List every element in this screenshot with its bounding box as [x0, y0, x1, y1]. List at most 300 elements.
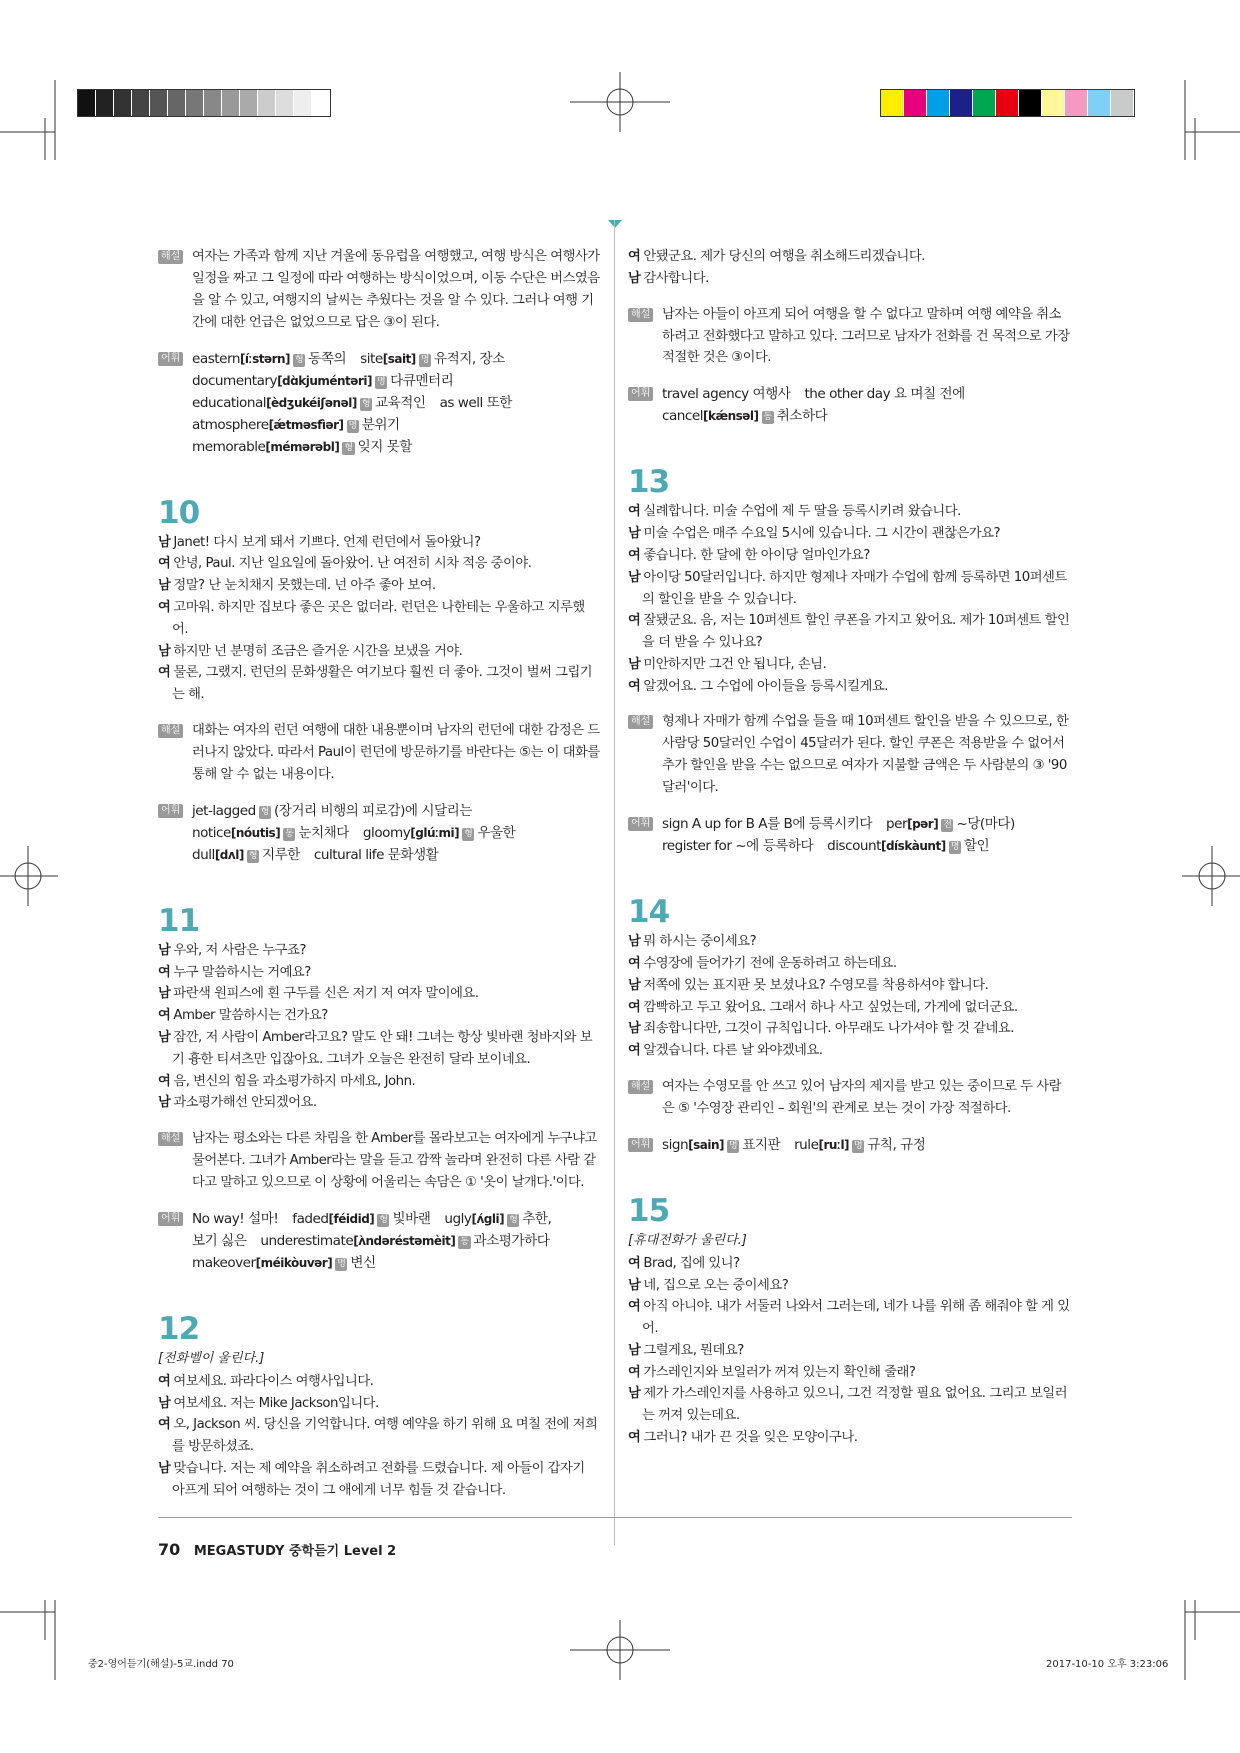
vocab-row [192, 370, 600, 392]
vocab-word: educational [192, 394, 267, 411]
speaker-label: 여 [628, 547, 641, 563]
color-swatch [1019, 90, 1042, 116]
right-column [628, 246, 1072, 1449]
part-of-speech-badge: 형 [379, 1214, 388, 1225]
speaker-label: 남 [158, 643, 171, 659]
book-title: MEGASTUDY 중학듣기 Level 2 [193, 1544, 397, 1559]
dialogue-text: 여보세요. 저는 Mike Jackson입니다. [173, 1395, 379, 1411]
vocab-meaning: 다큐멘터리 [390, 372, 454, 389]
dialogue-text: 뭐 하시는 중이세요? [643, 934, 757, 950]
vocab-word: register for [662, 838, 732, 855]
speaker-label: 여 [628, 1430, 641, 1446]
dialogue-line [628, 1018, 1072, 1040]
explanation-block [628, 711, 1072, 799]
vocab-row [662, 383, 1072, 405]
vocab-word: gloomy [362, 824, 411, 841]
part-of-speech-badge: 명 [376, 376, 386, 387]
dialogue-text: 죄송합니다만, 그것이 규칙입니다. 아무래도 나가셔야 할 것 같네요. [643, 1021, 1014, 1037]
color-swatch [114, 90, 132, 116]
speaker-label: 여 [158, 600, 171, 616]
speaker-label: 남 [628, 1277, 641, 1293]
part-of-speech-badge: 형 [295, 354, 304, 365]
vocab-word: as well [439, 394, 483, 411]
color-swatch [276, 90, 294, 116]
vocab-pronunciation: [féidid] [328, 1211, 375, 1226]
explanation-block [628, 304, 1072, 370]
vocab-meaning: 과소평가하다 [473, 1232, 550, 1249]
vocab-word: faded [292, 1210, 329, 1227]
part-of-speech-badge: 명 [854, 1140, 863, 1151]
color-swatch [950, 90, 973, 116]
dialogue-text: 파란색 원피스에 흰 구두를 신은 저기 저 여자 말이에요. [173, 986, 479, 1002]
dialogue-line [628, 997, 1072, 1019]
vocab-block [628, 813, 1072, 857]
vocab-block [158, 1208, 600, 1274]
color-swatch [258, 90, 276, 116]
dialogue-line [628, 1383, 1072, 1427]
vocab-word: discount [827, 838, 881, 855]
vocab-meaning: 잊지 못할 [357, 438, 412, 455]
speaker-label: 여 [628, 678, 641, 694]
speaker-label: 남 [628, 656, 641, 672]
dialogue [628, 246, 1072, 290]
vocab-pronunciation: [nóutis] [230, 825, 281, 840]
eohwi-tag: 어휘 [158, 804, 183, 818]
dialogue [158, 532, 600, 706]
vocab-meaning: 교육적인 [375, 394, 426, 411]
color-swatch [881, 90, 904, 116]
vocab-meaning: 설마! [248, 1210, 279, 1227]
dialogue-line [158, 1371, 600, 1393]
vocab-word: No way! [192, 1210, 245, 1227]
vocab-pronunciation: [dʌl] [214, 847, 244, 862]
vocab-block [158, 348, 600, 458]
footer-rule [158, 1517, 1072, 1518]
vocab-pronunciation: [ʌ́gli] [471, 1211, 505, 1226]
speaker-label: 남 [158, 1095, 171, 1111]
speaker-label: 남 [158, 942, 171, 958]
speaker-label: 여 [628, 955, 641, 971]
vocab-block [628, 383, 1072, 427]
dialogue-line [158, 1092, 600, 1114]
speaker-label: 남 [628, 569, 641, 585]
color-swatch [312, 90, 330, 116]
dialogue-text: 과소평가해선 안되겠어요. [173, 1095, 317, 1111]
dialogue-line [628, 610, 1072, 654]
vocab-meaning: 추한, [522, 1210, 552, 1227]
slug-date: 2017-10-10 오후 3:23:06 [1046, 1659, 1169, 1670]
color-swatch [1042, 90, 1065, 116]
question-number: 11 [158, 902, 200, 939]
vocab-row [662, 813, 1072, 835]
part-of-speech-badge: 형 [361, 398, 371, 409]
dialogue-line [628, 1040, 1072, 1062]
dialogue-line [158, 532, 600, 554]
dialogue-text: 하지만 넌 분명히 조금은 즐거운 시간을 보냈을 거야. [173, 643, 463, 659]
speaker-label: 남 [158, 986, 171, 1002]
vocab-block [158, 800, 600, 866]
vocab-word: travel agency [662, 386, 749, 403]
vocab-word: jet-lagged [192, 802, 256, 819]
vocab-meaning: 여행사 [752, 386, 791, 403]
dialogue-text: 실례합니다. 미술 수업에 제 두 딸을 등록시키려 왔습니다. [643, 504, 961, 520]
dialogue-line [628, 953, 1072, 975]
vocab-word: underestimate [260, 1232, 354, 1249]
dialogue-line [628, 1340, 1072, 1362]
dialogue-line [628, 931, 1072, 953]
dialogue-text: 맞습니다. 저는 제 예약을 취소하려고 전화를 드렸습니다. 제 아들이 갑자기 아프게 되어 여행하는 것이 그 애에게 너무 힘들 것 같습니다. [172, 1461, 585, 1498]
dialogue-text: 오, Jackson 씨. 당신을 기억합니다. 여행 예약을 하기 위해 요 며칠 전에 저희를 방문하셨죠. [172, 1417, 598, 1455]
dialogue-line [158, 553, 600, 575]
dialogue-text: 잠깐, 저 사람이 Amber라고요? 말도 안 돼! 그녀는 항상 빛바랜 청바지와 보기 흉한 티셔츠만 입잖아요. 그녀가 오늘은 완전히 달라 보이네요. [172, 1029, 593, 1067]
speaker-label: 남 [158, 1395, 171, 1411]
speaker-label: 여 [628, 999, 641, 1015]
part-of-speech-badge: 형 [344, 442, 353, 453]
vocab-meaning: (장거리 비행의 피로감)에 시달리는 [273, 802, 472, 819]
question-number: 10 [158, 494, 200, 531]
explanation-text: 여자는 수영모를 안 쓰고 있어 남자의 제지를 받고 있는 중이므로 두 사람은 ⑤ '수영장 관리인 – 회원'의 관계로 보는 것이 가장 적절하다. [662, 1078, 1061, 1116]
dialogue-line [158, 1027, 600, 1071]
vocab-meaning: 변신 [350, 1254, 376, 1271]
dialogue-text: 좋습니다. 한 달에 한 아이당 얼마인가요? [643, 547, 870, 563]
speaker-label: 남 [628, 1386, 641, 1402]
speaker-label: 여 [628, 249, 641, 264]
vocab-word: rule [794, 1136, 819, 1153]
scene-direction: [휴대전화가 울린다.] [628, 1232, 747, 1248]
dialogue-text: 우와, 저 사람은 누구죠? [173, 942, 306, 958]
dialogue [628, 1253, 1072, 1449]
dialogue-text: 안녕, Paul. 지난 일요일에 돌아왔어. 난 여전히 시차 적응 중이야. [173, 556, 532, 572]
dialogue-line [158, 962, 600, 984]
vocab-meaning: 눈치채다 [298, 824, 349, 841]
dialogue-line [158, 1005, 600, 1027]
part-of-speech-badge: 형 [248, 850, 258, 861]
dialogue-line [158, 1414, 600, 1458]
speaker-label: 남 [158, 534, 171, 550]
dialogue-text: 정말? 난 눈치채지 못했는데. 넌 아주 좋아 보여. [173, 578, 436, 594]
dialogue-line [628, 654, 1072, 676]
vocab-meaning: ~에 등록하다 [735, 838, 814, 855]
question-number: 14 [628, 894, 670, 931]
vocab-meaning: 보기 싫은 [192, 1232, 247, 1249]
part-of-speech-badge: 형 [464, 828, 473, 839]
vocab-word: ugly [444, 1210, 472, 1227]
vocab-meaning: 빛바랜 [392, 1210, 431, 1227]
dialogue-line [628, 1427, 1072, 1449]
page-footer [158, 1540, 396, 1559]
color-swatch [150, 90, 168, 116]
eohwi-tag: 어휘 [158, 1212, 183, 1226]
haesul-tag: 해설 [158, 724, 183, 738]
grayscale-bar [77, 89, 331, 117]
dialogue-text: 아직 아니야. 내가 서둘러 나와서 그러는데, 네가 나를 위해 좀 해줘야 할 게 있어. [642, 1299, 1070, 1337]
dialogue-text: 알겠어요. 그 수업에 아이들을 등록시킬게요. [643, 678, 888, 694]
vocab-word: per [885, 816, 908, 833]
dialogue-line [158, 983, 600, 1005]
vocab-pronunciation: [glúːmi] [410, 825, 460, 840]
color-swatch [996, 90, 1019, 116]
dialogue-text: 감사합니다. [643, 270, 709, 286]
speaker-label: 여 [158, 665, 171, 681]
color-swatch [1111, 90, 1134, 116]
vocab-meaning: 우울한 [477, 824, 516, 841]
color-swatch [132, 90, 150, 116]
vocab-meaning: ~당(마다) [956, 816, 1015, 833]
part-of-speech-badge: 동 [763, 412, 772, 423]
vocab-meaning: 또한 [486, 394, 512, 411]
dialogue-text: 고마워. 하지만 집보다 좋은 곳은 없더라. 런던은 나한테는 우울하고 지루했어. [172, 600, 585, 637]
dialogue-line [628, 567, 1072, 611]
dialogue-line [628, 1362, 1072, 1384]
vocab-word: eastern [192, 350, 240, 367]
dialogue-text: 여보세요. 파라다이스 여행사입니다. [173, 1373, 374, 1389]
speaker-label: 남 [628, 526, 641, 542]
color-bar [880, 89, 1135, 117]
speaker-label: 여 [628, 1043, 641, 1059]
vocab-row [192, 414, 600, 436]
part-of-speech-badge: 동 [285, 828, 294, 839]
dialogue-text: 안됐군요. 제가 당신의 여행을 취소해드리겠습니다. [643, 249, 925, 264]
vocab-pronunciation: [ruːl] [818, 1137, 850, 1152]
explanation-text: 대화는 여자의 런던 여행에 대한 내용뿐이며 남자의 런던에 대한 감정은 드러나지 않았다. 따라서 Paul이 런던에 방문하기를 바란다는 ⑤는 이 대화를 통해 알 수 없는 내용이다. [192, 723, 600, 782]
dialogue-line [158, 940, 600, 962]
color-swatch [78, 90, 96, 116]
vocab-word: cultural life [313, 846, 384, 863]
dialogue-text: 누구 말씀하시는 거예요? [173, 964, 311, 980]
slug-file: 중2-영어듣기(해설)-5교.indd 70 [88, 1659, 234, 1670]
dialogue-text: 깜빡하고 두고 왔어요. 그래서 하나 사고 싶었는데, 가게에 없더군요. [643, 999, 1018, 1015]
explanation-block [158, 1128, 600, 1194]
speaker-label: 남 [628, 270, 641, 286]
speaker-label: 여 [158, 1008, 171, 1024]
dialogue-line [158, 1071, 600, 1093]
dialogue-text: 미술 수업은 매주 수요일 5시에 있습니다. 그 시간이 괜찮은가요? [643, 526, 1001, 542]
dialogue [158, 1371, 600, 1502]
dialogue-line [158, 575, 600, 597]
vocab-row [192, 844, 600, 866]
speaker-label: 여 [628, 504, 641, 520]
dialogue-text: 잘됐군요. 음, 저는 10퍼센트 할인 쿠폰을 가지고 왔어요. 제가 10퍼센트 할인을 더 받을 수 있나요? [642, 613, 1070, 651]
vocab-row [192, 800, 600, 822]
dialogue-text: 물론, 그랬지. 런던의 문화생활은 여기보다 훨씬 더 좋아. 그것이 벌써 그립기는 해. [172, 665, 593, 703]
haesul-tag: 해설 [628, 715, 653, 729]
dialogue-line [628, 975, 1072, 997]
part-of-speech-badge: 형 [260, 806, 269, 817]
vocab-row [192, 1230, 600, 1252]
scene-direction: [전화벨이 울린다.] [158, 1350, 265, 1366]
part-of-speech-badge: 명 [950, 842, 959, 853]
vocab-pronunciation: [dɑ̀kjuméntəri] [277, 373, 372, 388]
explanation-block [158, 246, 600, 334]
vocab-row [192, 822, 600, 844]
vocab-row [192, 436, 600, 458]
vocab-row [662, 1134, 1072, 1156]
speaker-label: 남 [158, 1461, 171, 1476]
speaker-label: 남 [628, 1342, 641, 1358]
vocab-pronunciation: [sait] [382, 351, 416, 366]
dialogue-line [628, 1296, 1072, 1340]
dialogue-line [628, 268, 1072, 290]
dialogue-text: 수영장에 들어가기 전에 운동하려고 하는데요. [643, 955, 897, 971]
vocab-pronunciation: [dískàunt] [880, 839, 946, 854]
dialogue-line [628, 1253, 1072, 1275]
speaker-label: 여 [158, 1417, 171, 1433]
vocab-row [662, 405, 1072, 427]
dialogue-text: 그러니? 내가 끈 것을 잊은 모양이구나. [643, 1430, 858, 1446]
color-swatch [222, 90, 240, 116]
speaker-label: 여 [158, 1073, 171, 1089]
vocab-word: sign [662, 1136, 689, 1153]
dialogue [158, 940, 600, 1114]
vocab-word: sign A up for B [662, 816, 755, 833]
vocab-pronunciation: [méikòuvər] [255, 1255, 333, 1270]
vocab-meaning: 취소하다 [776, 408, 828, 425]
dialogue-text: 알겠습니다. 다른 날 와야겠네요. [643, 1043, 823, 1059]
vocab-meaning: 표지판 [742, 1136, 781, 1153]
dialogue-text: 제가 가스레인지를 사용하고 있으니, 그건 걱정할 필요 없어요. 그리고 보일러는 꺼져 있는데요. [642, 1386, 1068, 1424]
vocab-meaning: A를 B에 등록시키다 [758, 816, 872, 833]
dialogue-text: Amber 말씀하시는 건가요? [173, 1008, 328, 1024]
vocab-word: documentary [192, 372, 278, 389]
haesul-tag: 해설 [158, 250, 183, 264]
column-divider [614, 220, 615, 1545]
dialogue-line [158, 641, 600, 663]
dialogue-text: 그럴게요, 뭔데요? [643, 1342, 744, 1358]
dialogue-text: 네, 집으로 오는 중이세요? [643, 1277, 789, 1293]
question-number: 13 [628, 464, 670, 501]
eohwi-tag: 어휘 [628, 1138, 653, 1152]
dialogue-line [628, 501, 1072, 523]
dialogue-text: 미안하지만 그건 안 됩니다, 손님. [643, 656, 827, 672]
explanation-text: 남자는 아들이 아프게 되어 여행을 할 수 없다고 말하며 여행 예약을 취소하려고 전화했다고 말하고 있다. 그러므로 남자가 전화를 건 목적으로 가장 적절한 것은 ③이다. [662, 306, 1070, 366]
speaker-label: 남 [628, 934, 641, 950]
vocab-word: atmosphere [192, 416, 269, 433]
vocab-row [192, 1208, 600, 1230]
vocab-word: notice [192, 824, 231, 841]
speaker-label: 여 [158, 1373, 171, 1389]
color-swatch [1065, 90, 1088, 116]
vocab-row [662, 835, 1072, 857]
color-swatch [1088, 90, 1111, 116]
dialogue-line [158, 597, 600, 641]
explanation-text: 형제나 자매가 함께 수업을 들을 때 10퍼센트 할인을 받을 수 있으므로, 한 사람당 50달러인 수업이 45달러가 된다. 할인 쿠폰은 적용받을 수 없어서 추가 할인을 받을 수는 없으므로 여자가 지불할 금액은 두 사람분의 ③ '90달러'이다. [662, 714, 1069, 796]
dialogue-text: 음, 변신의 힘을 과소평가하지 마세요, John. [173, 1073, 416, 1089]
vocab-meaning: 문화생활 [387, 846, 439, 863]
vocab-pronunciation: [ǽtməsfìər] [268, 417, 344, 432]
vocab-word: makeover [192, 1254, 256, 1271]
vocab-pronunciation: [èdʒukéiʃənəl] [266, 395, 357, 410]
dialogue-line [628, 523, 1072, 545]
explanation-text: 여자는 가족과 함께 지난 겨울에 동유럽을 여행했고, 여행 방식은 여행사가 일정을 짜고 그 일정에 따라 여행하는 방식이었으며, 이동 수단은 버스였음을 알 수 있고, 여행지의 날씨는 추웠다는 것을 알 수 있다. 그러나 여행 기간에 대한 언급은 없었으므로 답은 ③이 된다. [192, 249, 600, 330]
color-swatch [927, 90, 950, 116]
part-of-speech-badge: 명 [728, 1140, 738, 1151]
part-of-speech-badge: 명 [348, 420, 357, 431]
dialogue-text: 가스레인지와 보일러가 꺼져 있는지 확인해 줄래? [643, 1364, 916, 1380]
haesul-tag: 해설 [628, 1080, 653, 1094]
dialogue-line [628, 1275, 1072, 1297]
part-of-speech-badge: 형 [509, 1214, 518, 1225]
vocab-row [192, 348, 600, 370]
eohwi-tag: 어휘 [628, 817, 653, 831]
dialogue-text: Janet! 다시 보게 돼서 기쁘다. 언제 런던에서 돌아왔니? [173, 534, 481, 550]
color-swatch [96, 90, 114, 116]
vocab-block [628, 1134, 1072, 1156]
vocab-pronunciation: [ʌ̀ndəréstəmèit] [353, 1233, 456, 1248]
question-number: 15 [628, 1192, 670, 1229]
speaker-label: 여 [628, 613, 641, 629]
left-column [158, 246, 600, 1502]
vocab-pronunciation: [kǽnsəl] [703, 409, 759, 424]
vocab-pronunciation: [íːstərn] [239, 351, 291, 366]
part-of-speech-badge: 명 [420, 354, 429, 365]
vocab-word: memorable [192, 438, 266, 455]
top-notch-marker [608, 220, 622, 228]
vocab-word: cancel [662, 408, 704, 425]
dialogue-line [628, 246, 1072, 268]
vocab-meaning: 지루한 [262, 846, 300, 863]
color-swatch [294, 90, 312, 116]
eohwi-tag: 어휘 [158, 352, 183, 366]
speaker-label: 여 [628, 1364, 641, 1380]
haesul-tag: 해설 [628, 308, 653, 322]
vocab-pronunciation: [sain] [688, 1137, 724, 1152]
dialogue-text: 저쪽에 있는 표지판 못 보셨나요? 수영모를 착용하셔야 합니다. [643, 977, 989, 993]
speaker-label: 남 [158, 1029, 171, 1045]
vocab-row [192, 1252, 600, 1274]
explanation-block [158, 720, 600, 786]
part-of-speech-badge: 전 [943, 820, 952, 831]
vocab-word: the other day [804, 386, 891, 403]
dialogue [628, 931, 1072, 1062]
vocab-meaning: 할인 [963, 838, 990, 855]
speaker-label: 남 [628, 1021, 641, 1037]
color-swatch [186, 90, 204, 116]
haesul-tag: 해설 [158, 1132, 183, 1146]
color-swatch [904, 90, 927, 116]
dialogue-line [158, 1393, 600, 1415]
part-of-speech-badge: 명 [337, 1258, 346, 1269]
dialogue-line [628, 676, 1072, 698]
vocab-word: site [360, 350, 383, 367]
eohwi-tag: 어휘 [628, 387, 653, 401]
speaker-label: 여 [158, 556, 171, 572]
page-number: 70 [158, 1540, 181, 1559]
vocab-row [192, 392, 600, 414]
part-of-speech-badge: 동 [460, 1236, 469, 1247]
color-swatch [973, 90, 996, 116]
explanation-block [628, 1076, 1072, 1120]
vocab-pronunciation: [pər] [907, 817, 939, 832]
color-swatch [240, 90, 258, 116]
dialogue-line [158, 662, 600, 706]
dialogue-text: Brad, 집에 있니? [643, 1255, 740, 1271]
vocab-meaning: 동쪽의 [308, 350, 347, 367]
speaker-label: 여 [628, 1255, 641, 1271]
vocab-word: dull [192, 846, 215, 863]
dialogue-line [628, 545, 1072, 567]
explanation-text: 남자는 평소와는 다른 차림을 한 Amber를 몰라보고는 여자에게 누구냐고 물어본다. 그녀가 Amber라는 말을 듣고 깜짝 놀라며 완전히 다른 사람 같다고 말하고 있으므로 이 상황에 어울리는 속담은 ① '옷이 날개다.'이다. [192, 1131, 597, 1190]
color-swatch [168, 90, 186, 116]
vocab-meaning: 규칙, 규정 [867, 1136, 926, 1153]
vocab-meaning: 유적지, 장소 [433, 350, 505, 367]
speaker-label: 여 [628, 1299, 641, 1315]
dialogue-line [158, 1458, 600, 1502]
question-number: 12 [158, 1310, 200, 1347]
dialogue-text: 아이당 50달러입니다. 하지만 형제나 자매가 수업에 함께 등록하면 10퍼센트의 할인을 받을 수 있습니다. [642, 569, 1067, 607]
color-swatch [204, 90, 222, 116]
speaker-label: 남 [158, 578, 171, 594]
speaker-label: 남 [628, 977, 641, 993]
